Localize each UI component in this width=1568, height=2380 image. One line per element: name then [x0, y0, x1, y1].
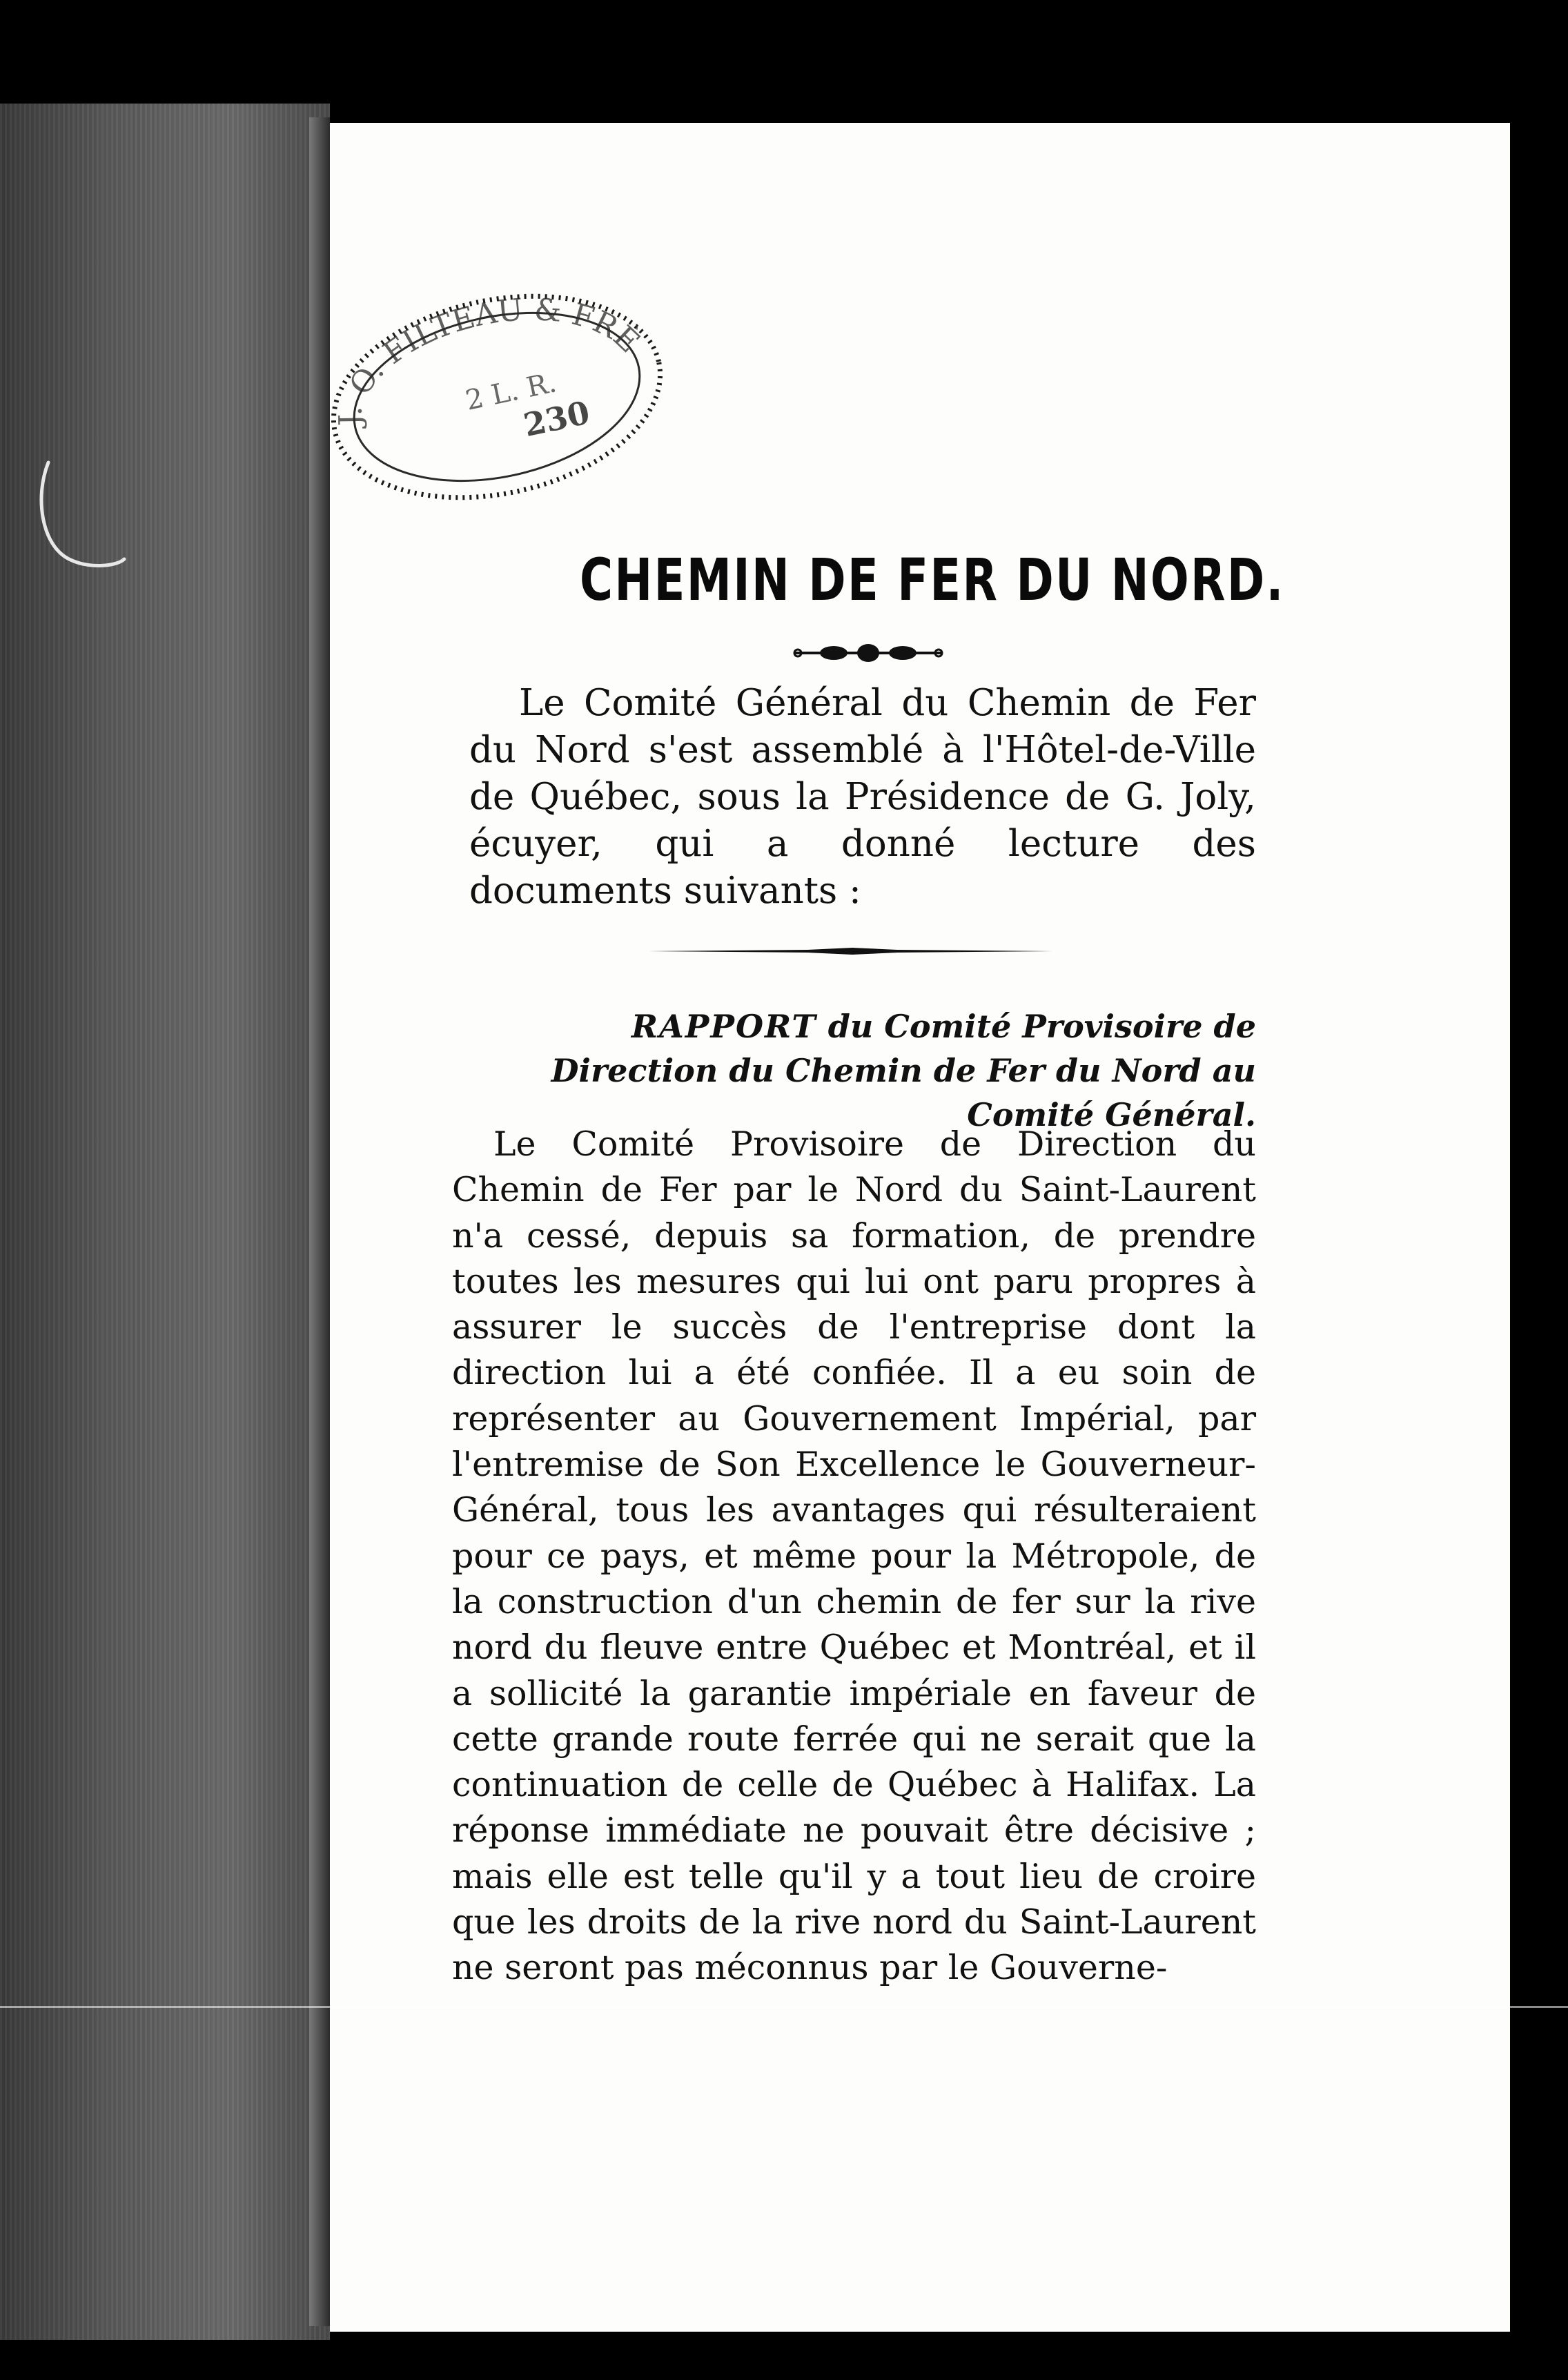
- intro-paragraph: Le Comité Général du Chemin de Fer du Nord s'est assemblé à l'Hôtel-de-Ville de Québec, sous la Présidence de G. Joly, écuyer, qui a donné lecture des documents suivants :: [469, 682, 1256, 912]
- svg-text:2 L. R.: 2 L. R.: [462, 367, 560, 417]
- page-title: CHEMIN DE FER DU NORD.: [580, 546, 1285, 614]
- svg-text:J. O. FILTEAU & FRÈRE: J. O. FILTEAU & FRÈRE: [333, 291, 647, 427]
- report-heading-lead: RAPPORT: [631, 1008, 817, 1045]
- scan-artifact-line: [0, 2006, 1568, 2008]
- report-heading: [462, 1004, 1256, 1137]
- book-cover: [0, 104, 330, 2340]
- report-body-paragraph: Le Comité Provisoire de Direction du Chemin de Fer par le Nord du Saint-Laurent n'a cessé, depuis sa formation, de prendre toutes les mesures qui lui ont paru propres à assurer le succès de l'entreprise dont la direction lui a été confiée. Il a eu soin de représenter au Gouvernement Impérial, par l'entremise de Son Excellence le Gouverneur-Général, tous les avantages qui résulteraient pour ce pays, et même pour la Métropole, de la construction d'un chemin de fer sur la rive nord du fleuve entre Québec et Montréal, et il a sollicité la garantie impériale en faveur de cette grande route ferrée qui ne serait que la continuation de celle de Québec à Halifax. La réponse immédiate ne pouvait être décisive ; mais elle est telle qu'il y a tout lieu de croire que les droits de la rive nord du Saint-Laurent ne seront pas méconnus par le Gouverne-: [452, 1124, 1256, 1988]
- title-ornament: [792, 641, 944, 665]
- report-heading-rest: du Comité Provisoire de Direction du Chemin de Fer du Nord au Comité Général.: [551, 1008, 1256, 1133]
- svg-text:230: 230: [520, 393, 594, 445]
- cover-scratch-mark: [28, 456, 131, 580]
- library-stamp: [311, 273, 683, 521]
- section-rule: [649, 946, 1056, 957]
